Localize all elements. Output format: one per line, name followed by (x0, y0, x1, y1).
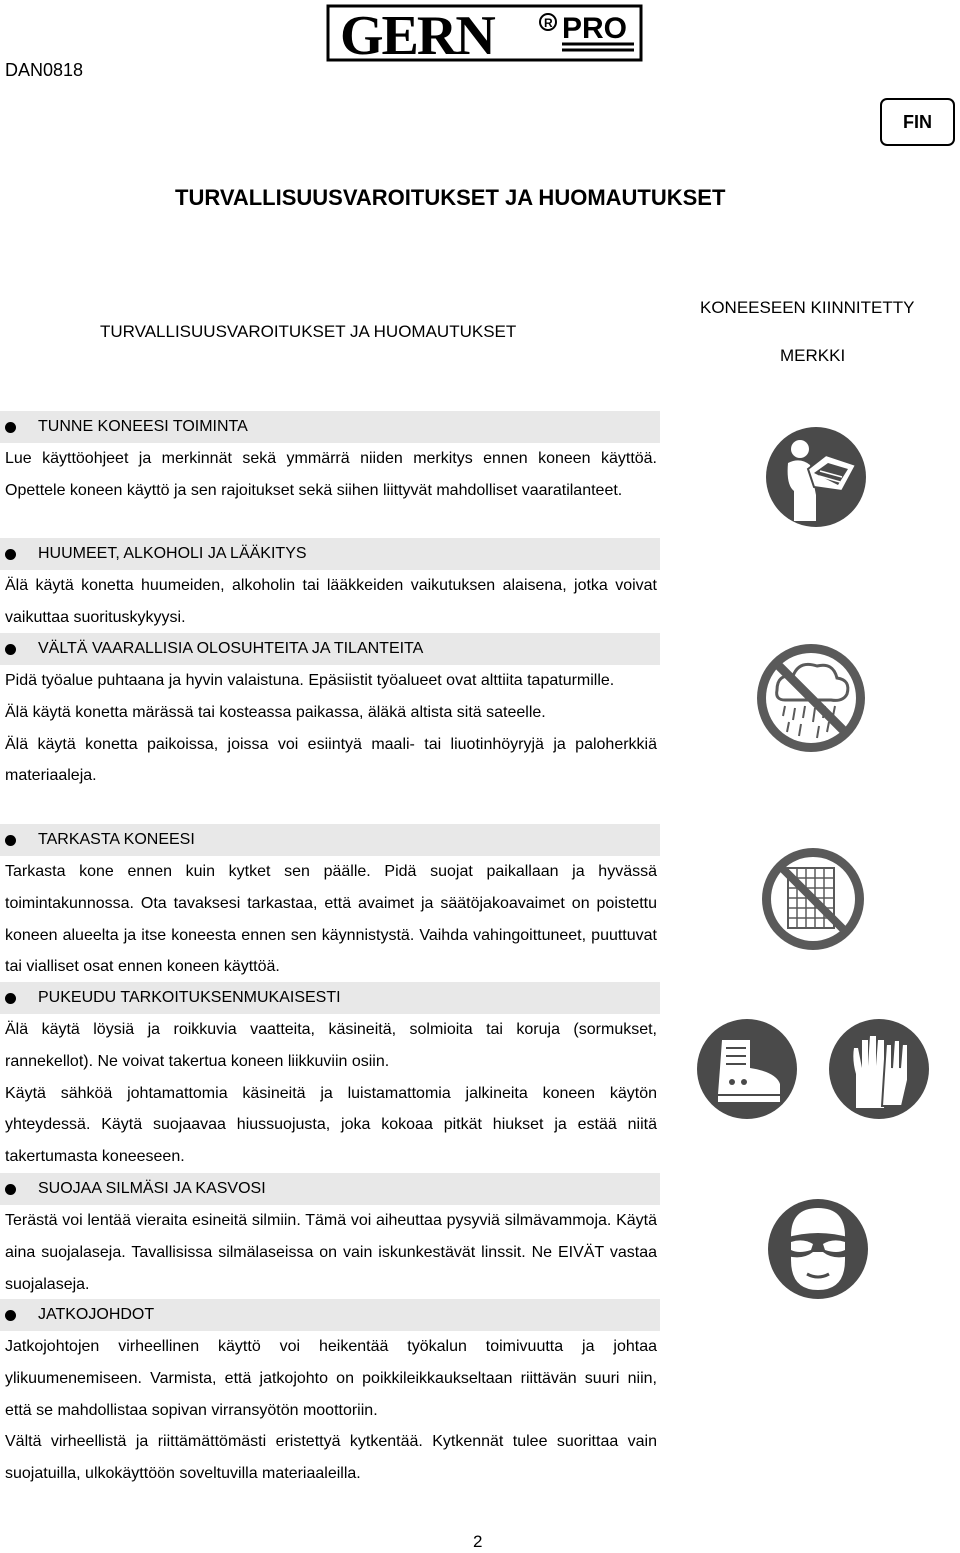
column-header-warnings: TURVALLISUUSVAROITUKSET JA HUOMAUTUKSET (100, 322, 517, 341)
column-header-label-2: MERKKI (780, 346, 846, 365)
safety-goggles-icon (767, 1198, 869, 1300)
section-avoid-hazards (0, 633, 660, 792)
section-text: Älä käytä konetta paikoissa, joissa voi esiintyä maali- tai liuotinhöyryjä ja paloherkkiä materiaaleja. (5, 735, 657, 785)
gern-pro-logo (322, 0, 647, 66)
svg-text:R: R (544, 16, 553, 30)
section-drugs-alcohol (0, 538, 660, 634)
section-text: Älä käytä löysiä ja roikkuvia vaatteita, käsineitä, solmioita tai koruja (sormukset, rannekellot). Ne voivat takertua koneen liikkuviin osiin. (5, 1021, 657, 1070)
section-extension-cords (0, 1299, 660, 1490)
no-rain-icon (755, 642, 867, 754)
svg-text:PRO: PRO (562, 12, 628, 45)
section-text: Vältä virheellistä ja riittämättömästi eristettyä kytkentää. Kytkennät tulee suorittaa vain suojatuilla, ulkokäyttöön soveltuvilla materiaaleilla. (5, 1433, 657, 1483)
section-text: Älä käytä konetta huumeiden, alkoholin tai lääkkeiden vaikutuksen alaisena, jotka voivat vaikuttaa suorituskykyysi. (5, 577, 657, 626)
section-text: Jatkojohtojen virheellinen käyttö voi heikentää työkalun toimivuutta ja johtaa ylikuumenemiseen. Varmista, että jatkojohto on poikkileikkaukseltaan riittävän suuri niin, että se mahdollistaa sopivan virransyötön moottoriin. (5, 1338, 657, 1419)
bullet-icon (5, 835, 16, 846)
protective-gloves-icon (828, 1018, 930, 1120)
section-heading: PUKEUDU TARKOITUKSENMUKAISESTI (0, 982, 660, 1014)
language-badge: FIN (880, 98, 955, 146)
page-title: TURVALLISUUSVAROITUKSET JA HUOMAUTUKSET (175, 185, 726, 210)
svg-text:GERN: GERN (340, 5, 494, 66)
column-header-label-1: KONEESEEN KIINNITETTY (700, 298, 915, 317)
section-text: Tarkasta kone ennen kuin kytket sen päälle. Pidä suojat paikallaan ja hyvässä toimintakunnossa. Ota tavaksesi tarkastaa, että avaimet ja säätöjakoavaimet on poistettu koneen alueelta ja itse koneesta ennen sen käynnistystä. Vaihda vahingoittuneet, puuttuvat tai vialliset osat ennen koneen käyttöä. (5, 863, 657, 976)
section-heading: HUUMEET, ALKOHOLI JA LÄÄKITYS (0, 538, 660, 570)
section-heading: TUNNE KONEESI TOIMINTA (0, 411, 660, 443)
safety-boots-icon (696, 1018, 798, 1120)
section-text: Terästä voi lentää vieraita esineitä silmiin. Tämä voi aiheuttaa pysyviä silmävammoja. Käytä aina suojalaseja. Tavallisissa silmälaseissa on vain iskunkestävät linssit. Ne EIVÄT vastaa suojalaseja. (5, 1212, 657, 1293)
no-loose-clothing-icon (760, 846, 866, 952)
section-text: Lue käyttöohjeet ja merkinnät sekä ymmärrä niiden merkitys ennen koneen käyttöä. Opettele koneen käyttö ja sen rajoitukset sekä siihen liittyvät mahdolliset vaaratilanteet. (5, 450, 657, 499)
section-text: Käytä sähköä johtamattomia käsineitä ja luistamattomia jalkineita koneen käytön yhteydessä. Käytä suojaavaa hiussuojusta, joka kokoaa pitkät hiukset ja estää niitä takertumasta koneeseen. (5, 1084, 657, 1166)
section-heading: JATKOJOHDOT (0, 1299, 660, 1331)
bullet-icon (5, 1184, 16, 1195)
bullet-icon (5, 549, 16, 560)
section-dress-properly (0, 982, 660, 1173)
section-know-your-machine (0, 411, 660, 507)
section-heading: VÄLTÄ VAARALLISIA OLOSUHTEITA JA TILANTEITA (0, 633, 660, 665)
bullet-icon (5, 422, 16, 433)
bullet-icon (5, 644, 16, 655)
section-inspect-machine (0, 824, 660, 983)
page-number: 2 (473, 1532, 483, 1551)
read-manual-icon (764, 425, 868, 529)
section-protect-eyes (0, 1173, 660, 1300)
section-text: Älä käytä konetta märässä tai kosteassa paikassa, äläkä altista sitä sateelle. (5, 703, 546, 721)
section-heading: SUOJAA SILMÄSI JA KASVOSI (0, 1173, 660, 1205)
bullet-icon (5, 993, 16, 1004)
document-code: DAN0818 (5, 60, 84, 80)
bullet-icon (5, 1310, 16, 1321)
section-heading: TARKASTA KONEESI (0, 824, 660, 856)
section-text: Pidä työalue puhtaana ja hyvin valaistuna. Epäsiistit työalueet ovat alttiita tapaturmille. (5, 672, 615, 689)
